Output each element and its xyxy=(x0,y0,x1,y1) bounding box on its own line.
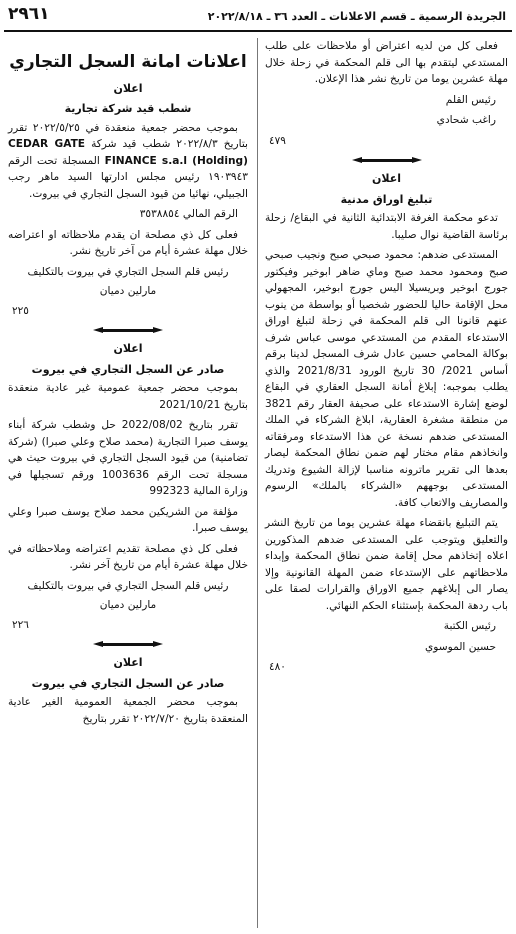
notice-paragraph: بموجب محضر الجمعية العمومية الغير عادية المنعقدة بتاريخ ٢٠٢٢/٧/٢٠ تقرر بتاريخ xyxy=(8,696,248,725)
notice-subheading: تبليغ اوراق مدنية xyxy=(340,192,433,206)
notice-heading: اعلان xyxy=(371,172,402,185)
notice-heading: اعلان xyxy=(113,656,143,669)
left-column xyxy=(8,38,248,731)
signature-title: رئيس الكتبة xyxy=(443,620,496,632)
separator-arrow xyxy=(8,325,248,335)
right-column xyxy=(265,38,508,680)
signature-name: راغب شحادي xyxy=(436,114,496,126)
notice-number: ٤٨٠ xyxy=(269,661,286,673)
signature-name: مارلين دميان xyxy=(99,599,157,611)
notice-paragraph: بموجب محضر جمعية عمومية غير عادية منعقدة بتاريخ 2021/10/21 xyxy=(8,382,248,411)
notice-number: ٤٧٩ xyxy=(269,134,286,147)
notice-paragraph: تقرر بتاريخ 2022/08/02 حل وشطب شركة أبناء يوسف صبرا التجارية (محمد صلاح وعلي صبرا) (شركة تضامنية) من قيود السجل التجاري في بيروت حيث هي مسجلة تحت الرقم 1003636 ورقم تسجيلها في وزارة المالية 992323 xyxy=(8,419,248,497)
column-divider xyxy=(257,38,258,928)
notice-paragraph xyxy=(8,120,248,203)
text-run: بموجب محضر جمعية منعقدة في ٢٠٢٢/٥/٢٥ تقرر بتاريخ ٢٠٢٢/٨/٣ شطب قيد شركة xyxy=(8,121,248,150)
header-publication: الجريدة الرسمية ـ قسم الاعلانات ـ العدد ٣٦ ـ ٢٠٢٢/٨/١٨ xyxy=(207,10,506,23)
signature-title: رئيس قلم السجل التجاري في بيروت بالتكليف xyxy=(27,579,229,592)
notice-paragraph: فعلى كل ذي مصلحة ان يقدم ملاحظاته او اعتراضه خلال مهلة عشرة أيام من آخر تاريخ نشر. xyxy=(8,228,248,257)
separator-arrow xyxy=(265,155,508,165)
financial-number: الرقم المالي ٣٥٣٨٨٥٤ xyxy=(139,208,238,220)
page-number: ٢٩٦١ xyxy=(8,4,50,24)
page-header xyxy=(4,4,512,32)
signature-title: رئيس القلم xyxy=(445,93,496,106)
separator-arrow xyxy=(8,639,248,649)
notice-paragraph: تدعو محكمة الغرفة الابتدائية الثانية في البقاع/ زحلة برئاسة القاضية نوال صليبا. xyxy=(265,212,508,241)
signature-name: حسين الموسوي xyxy=(424,640,496,653)
notice-heading: اعلان xyxy=(113,81,143,95)
notice-paragraph: فعلى كل ذي مصلحة تقديم اعتراضه وملاحظاته في خلال مهلة عشرة أيام من تاريخ آخر نشر. xyxy=(8,542,248,571)
notice-heading: اعلان xyxy=(113,342,143,355)
company-name: CEDAR GATE FINANCE s.a.l (Holding) xyxy=(8,138,248,167)
signature-title: رئيس قلم السجل التجاري في بيروت بالتكليف xyxy=(27,265,229,278)
notice-number: ٢٢٥ xyxy=(12,304,29,317)
notice-paragraph: يتم التبليغ بانقضاء مهلة عشرين يوما من تاريخ النشر والتعليق ويتوجب على المستدعى ضدهم المذكورين اعلاه إتخاذهم محل إقامة ضمن نطاق المحكمة وإبداء ملاحظاتهم على الإستدعاء ضمن المهلة القانونية وإلا يصار الى إبلاغهم جميع الاوراق والقرارات لصقا على باب ردهة المحكمة بإستثناء الحكم النهائي. xyxy=(265,517,508,612)
text-run: المسجلة تحت الرقم ١٩٠٣٩٤٣ رئيس مجلس ادارتها السيد ماهر رجب الجبيلي، نهائيا من قيود السجل التجاري في بيروت. xyxy=(8,154,248,200)
notice-number: ٢٢٦ xyxy=(12,618,29,631)
signature-name: مارلين دميان xyxy=(99,285,157,297)
notice-subheading: شطب قيد شركة تجارية xyxy=(64,102,192,115)
intro-paragraph: فعلى كل من لديه اعتراض أو ملاحظات على طلب المستدعي ليتقدم بها الى قلم المحكمة في زحلة خلال مهلة عشرين يوما من تاريخ نشر هذا الإعلان. xyxy=(265,40,508,85)
notice-subheading: صادر عن السجل التجاري في بيروت xyxy=(31,676,225,690)
notice-paragraph: المستدعى ضدهم: محمود صبحي صبح ونجيب صبحي صبح ومحمود محمد صبح وماي ضاهر ابوخير وفيكتور جورج ابوخير وبريسيلا اليس جورج ابوخير، المجهولي محل الإقامة حاليا للحضور شخصيا أو بواسطة من ينوب عنهم قانونا الى قلم المحكمة في زحلة لتبلغ اوراق الاستدعاء المقدم من المستدعي موسى عباس شرف بوكالة المحامي حسين عادل شرف المسجل لدينا برقم أساس 2021/ 30 تاريخ الورود 2021/8/31 والذي يطلب بموجبه: إبلاغ أمانة السجل العقاري في البقاع لوضع إشارة الاستدعاء على صحيفة العقار رقم 3821 من منطقة مشغرة العقارية، ابلاغ الشركاء في الملك المستدعى ضدهم نسخة عن هذا الاستدعاء ومرفقاته وانخاذهم مقام مختار لهم ضمن نطاق المحكمة ليصار بعدها الى تقرير ماترونه مناسبا لإزالة الشيوع وتدريك المستدعى بوجههم «الشركاء بالملك» الرسوم والمصاريف والاتعاب كافة. xyxy=(265,249,508,509)
section-title: اعلانات امانة السجل التجاري xyxy=(9,52,247,72)
notice-paragraph: مؤلفة من الشريكين محمد صلاح يوسف صبرا وعلي يوسف صبرا. xyxy=(8,505,248,534)
notice-subheading: صادر عن السجل التجاري في بيروت xyxy=(31,362,225,376)
